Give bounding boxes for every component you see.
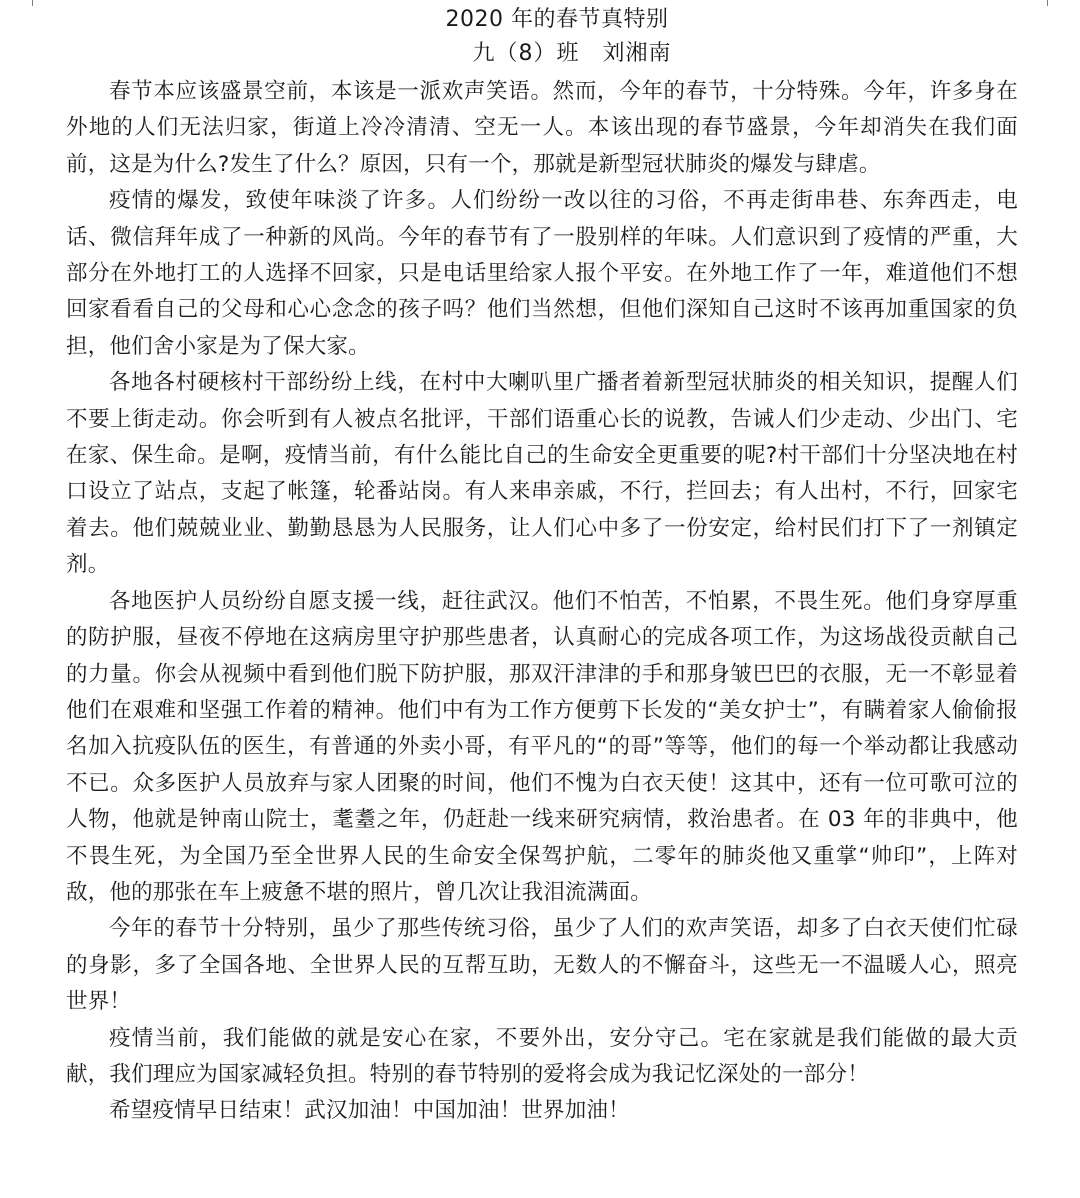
page-edge-line-right bbox=[1047, 0, 1048, 6]
paragraph-2: 疫情的爆发，致使年味淡了许多。人们纷纷一改以往的习俗，不再走街串巷、东奔西走，电话、微信拜年成了一种新的风尚。今年的春节有了一股别样的年味。人们意识到了疫情的严重，大部分在外地打工的人选择不回家，只是电话里给家人报个平安。在外地工作了一年，难道他们不想回家看看自己的父母和心心念念的孩子吗？他们当然想，但他们深知自己这时不该再加重国家的负担，他们舍小家是为了保大家。 bbox=[66, 188, 1018, 359]
paragraph-4: 各地医护人员纷纷自愿支援一线，赶往武汉。他们不怕苦，不怕累，不畏生死。他们身穿厚重的防护服，昼夜不停地在这病房里守护那些患者，认真耐心的完成各项工作，为这场战役贡献自己的力量。你会从视频中看到他们脱下防护服，那双汗津津的手和那身皱巴巴的衣服，无一不彰显着他们在艰难和坚强工作着的精神。他们中有为工作方便剪下长发的“美女护士”，有瞒着家人偷偷报名加入抗疫队伍的医生，有普通的外卖小哥，有平凡的“的哥”等等，他们的每一个举动都让我感动不已。众多医护人员放弃与家人团聚的时间，他们不愧为白衣天使！这其中，还有一位可歌可泣的人物，他就是钟南山院士，耄耋之年，仍赶赴一线来研究病情，救治患者。在 03 年的非典中，他不畏生死，为全国乃至全世界人民的生命安全保驾护航，二零年的肺炎他又重掌“帅印”，上阵对敌，他的那张在车上疲惫不堪的照片，曾几次让我泪流满面。 bbox=[66, 588, 1018, 905]
paragraph-3: 各地各村硬核村干部纷纷上线，在村中大喇叭里广播者着新型冠状肺炎的相关知识，提醒人们不要上街走动。你会听到有人被点名批评，干部们语重心长的说教，告诫人们少走动、少出门、宅在家、保生命。是啊，疫情当前，有什么能比自己的生命安全更重要的呢?村干部们十分坚决地在村口设立了站点，支起了帐篷，轮番站岗。有人来串亲戚，不行，拦回去；有人出村，不行，回家宅着去。他们兢兢业业、勤勤恳恳为人民服务，让人们心中多了一份安定，给村民们打下了一剂镇定剂。 bbox=[66, 370, 1018, 578]
essay-document bbox=[66, 4, 1018, 1130]
paragraph-5: 今年的春节十分特别，虽少了那些传统习俗，虽少了人们的欢声笑语，却多了白衣天使们忙碌的身影，多了全国各地、全世界人民的互帮互助，无数人的不懈奋斗，这些无一不温暖人心，照亮世界！ bbox=[66, 916, 1018, 1015]
essay-title: 2020 年的春节真特别 bbox=[445, 7, 669, 32]
paragraph-6: 疫情当前，我们能做的就是安心在家，不要外出，安分守己。宅在家就是我们能做的最大贡献，我们理应为国家减轻负担。特别的春节特别的爱将会成为我记忆深处的一部分！ bbox=[66, 1025, 1018, 1087]
paragraph-1: 春节本应该盛景空前，本该是一派欢声笑语。然而，今年的春节，十分特殊。今年，许多身在外地的人们无法归家，街道上冷冷清清、空无一人。本该出现的春节盛景，今年却消失在我们面前，这是为什么?发生了什么？原因，只有一个，那就是新型冠状肺炎的爆发与肆虐。 bbox=[66, 79, 1018, 177]
essay-byline: 九（8）班 刘湘南 bbox=[472, 41, 672, 66]
paragraph-7: 希望疫情早日结束！武汉加油！中国加油！世界加油！ bbox=[109, 1098, 630, 1124]
page-edge-line-left bbox=[32, 0, 33, 6]
